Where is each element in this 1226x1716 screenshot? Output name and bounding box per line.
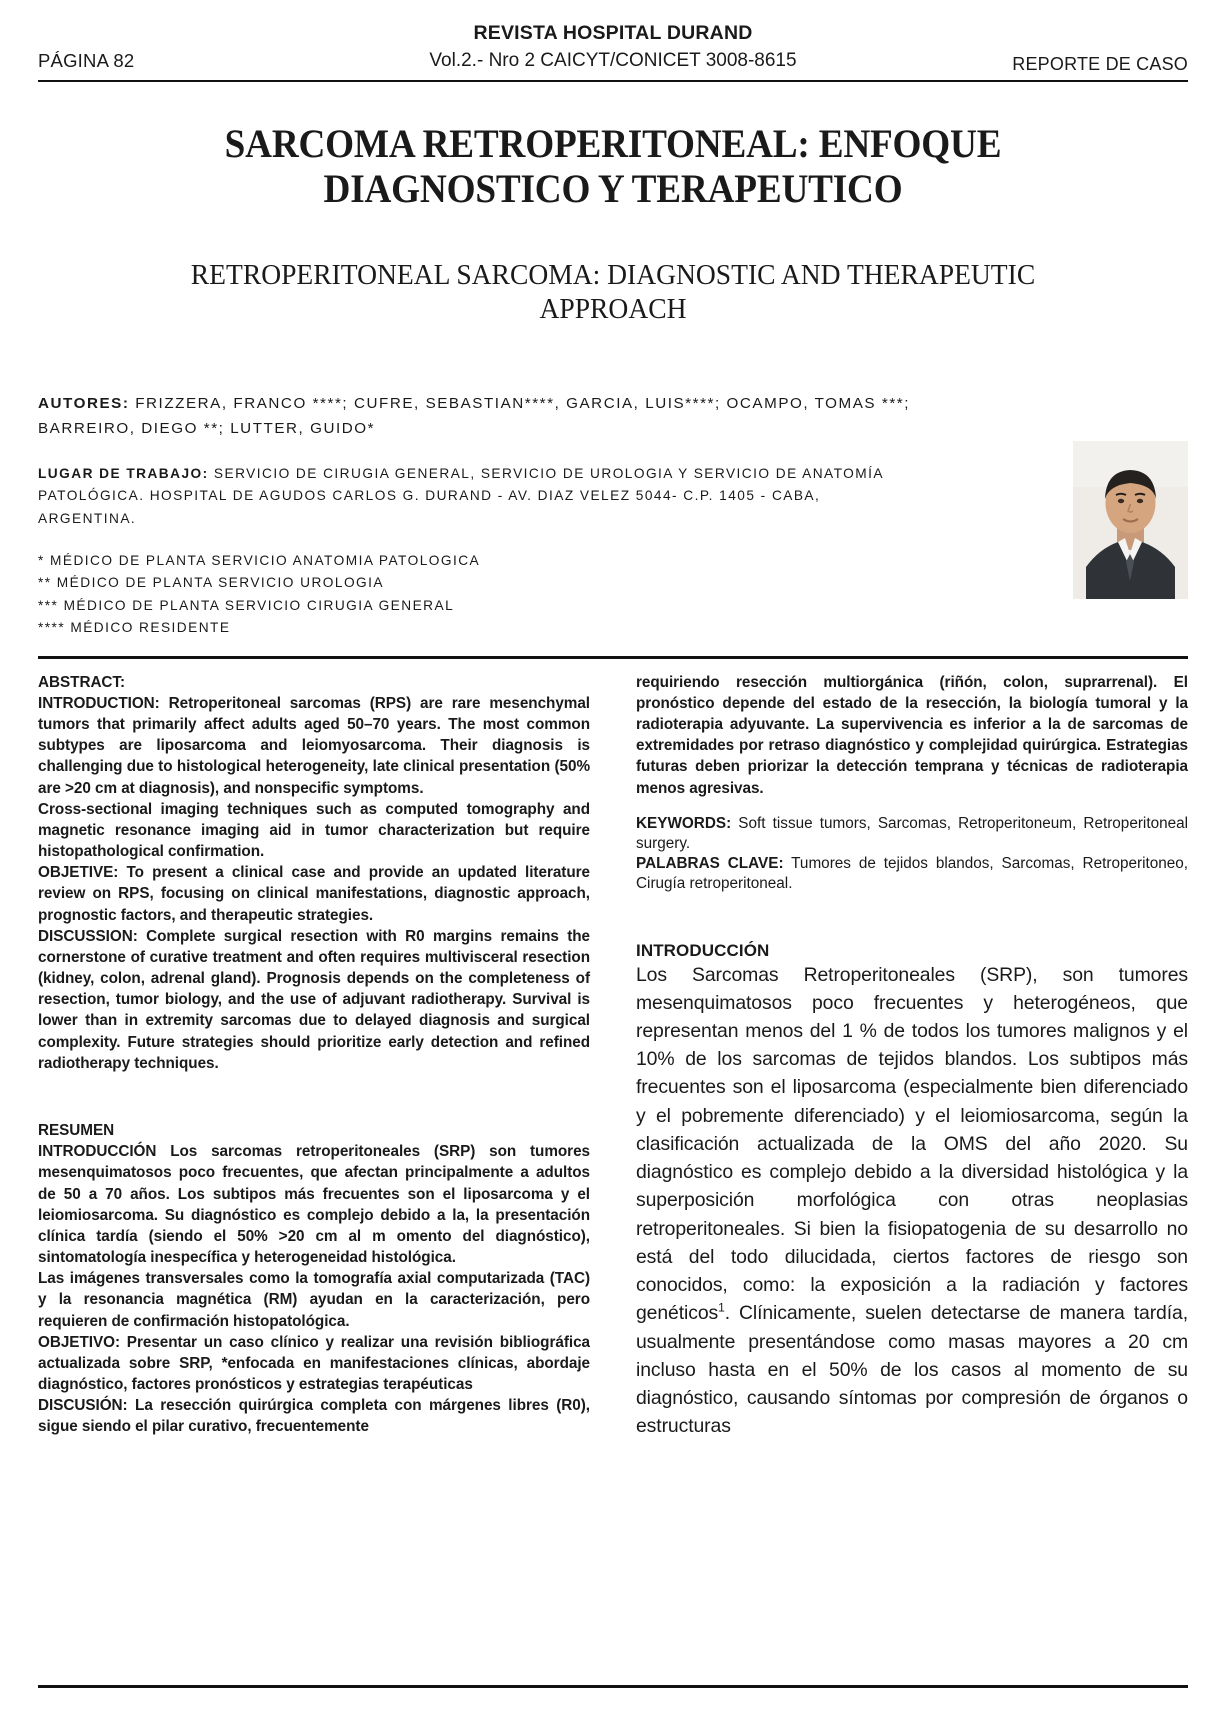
footnote-item: * MÉDICO DE PLANTA SERVICIO ANATOMIA PATOLOGICA bbox=[38, 552, 481, 568]
workplace-label: LUGAR DE TRABAJO: bbox=[38, 466, 209, 482]
introduccion-paragraph bbox=[636, 961, 1188, 1441]
spacer bbox=[38, 1074, 590, 1120]
abstract-objective bbox=[38, 862, 590, 926]
keywords-english-label: KEYWORDS: bbox=[636, 814, 732, 832]
page-number-label: PÁGINA 82 bbox=[38, 50, 135, 71]
journal-title: REVISTA HOSPITAL DURAND bbox=[473, 22, 753, 44]
issue-line: Vol.2.- Nro 2 CAICYT/CONICET 3008-8615 bbox=[429, 49, 797, 71]
footnote-reference: 1 bbox=[718, 1300, 725, 1315]
workplace-text: SERVICIO DE CIRUGIA GENERAL, SERVICIO DE UROLOGIA Y SERVICIO DE ANATOMÍA PATOLÓGICA. HOSPITAL DE AGUDOS CARLOS G. DURAND - AV. DIAZ VELEZ 5044- C.P. 1405 - CABA, ARGENTINA. bbox=[38, 466, 884, 526]
resumen-discussion bbox=[38, 1395, 590, 1437]
footnote-item: ** MÉDICO DE PLANTA SERVICIO UROLOGIA bbox=[38, 575, 384, 591]
resumen-objective-text: Presentar un caso clínico y realizar una revisión bibliográfica actualizada sobre SRP, *enfocada en manifestaciones clínicas, abordaje diagnóstico, factores pronósticos y estrategias terapéuticas bbox=[38, 1333, 590, 1394]
keywords-spanish-text: Tumores de tejidos blandos, Sarcomas, Retroperitoneo, Cirugía retroperitoneal. bbox=[636, 855, 1189, 893]
keywords-spanish bbox=[636, 854, 1188, 894]
header-divider bbox=[38, 80, 1188, 82]
abstract-objective-text: To present a clinical case and provide an updated literature review on RPS, focusing on clinical manifestations, diagnostic approach, prognostic factors, and therapeutic strategies. bbox=[38, 864, 590, 924]
section-label: REPORTE DE CASO bbox=[1012, 54, 1188, 74]
abstract-heading: ABSTRACT: bbox=[38, 673, 126, 691]
resumen-discussion-label: DISCUSIÓN: bbox=[38, 1397, 128, 1415]
page-title: SARCOMA RETROPERITONEAL: ENFOQUE DIAGNOSTICO Y TERAPEUTICO bbox=[224, 121, 1002, 211]
spacer bbox=[636, 895, 1188, 941]
footnote-list bbox=[38, 550, 913, 640]
body-columns bbox=[38, 672, 1188, 1647]
metadata-divider bbox=[38, 656, 1188, 659]
spacer bbox=[636, 799, 1188, 814]
authors-names: FRIZZERA, FRANCO ****; CUFRE, SEBASTIAN****, GARCIA, LUIS****; OCAMPO, TOMAS ***; BARREIRO, DIEGO **; LUTTER, GUIDO* bbox=[38, 395, 911, 437]
abstract-discussion-text: Complete surgical resection with R0 margins remains the cornerstone of curative treatment and often requires multivisceral resection (kidney, colon, adrenal gland). Prognosis depends on the completeness of resection, tumor biology, and the use of adjuvant radiotherapy. Survival is lower than in extremity sarcomas due to delayed diagnosis and surgical complexity. Future strategies should prioritize early detection and refined radiotherapy techniques. bbox=[38, 927, 590, 1072]
author-portrait-image bbox=[1073, 441, 1188, 599]
keywords-spanish-label: PALABRAS CLAVE: bbox=[636, 855, 784, 873]
footer-divider bbox=[38, 1685, 1188, 1688]
resumen-objective bbox=[38, 1332, 590, 1396]
title-block bbox=[38, 122, 1188, 326]
abstract-imaging: Cross-sectional imaging techniques such as computed tomography and magnetic resonance imaging aid in tumor characterization but require histopathological confirmation. bbox=[38, 800, 590, 861]
article-metadata bbox=[38, 392, 1188, 640]
resumen-discussion-continued: requiriendo resección multiorgánica (riñón, colon, suprarrenal). El pronóstico depende del estado de la resección, la biología tumoral y la radioterapia adyuvante. La supervivencia es inferior a la de sarcomas de extremidades por retraso diagnóstico y complejidad quirúrgica. Estrategias futuras deben priorizar la detección temprana y técnicas de radioterapia menos agresivas. bbox=[636, 673, 1188, 797]
abstract-discussion bbox=[38, 926, 590, 1074]
running-head bbox=[38, 0, 1188, 72]
abstract-introduction-text: Retroperitoneal sarcomas (RPS) are rare mesenchymal tumors that primarily affect adults aged 50–70 years. The most common subtypes are liposarcoma and leiomyosarcoma. Their diagnosis is challenging due to histological heterogeneity, late clinical presentation (50% are >20 cm at diagnosis), and nonspecific symptoms. bbox=[38, 694, 590, 797]
resumen-introduction bbox=[38, 1141, 590, 1268]
keywords-english bbox=[636, 814, 1188, 854]
footnote-item: *** MÉDICO DE PLANTA SERVICIO CIRUGIA GENERAL bbox=[38, 597, 455, 613]
authors-label: AUTORES: bbox=[38, 395, 130, 413]
column-right bbox=[636, 672, 1188, 1647]
introduccion-text-part2: . Clínicamente, suelen detectarse de manera tardía, usualmente presentándose como masas mayores a 20 cm incluso hasta en el 50% de los casos al momento de su diagnóstico, causando síntomas por compresión de órganos o estructuras bbox=[636, 1302, 1188, 1438]
resumen-discussion-text: La resección quirúrgica completa con márgenes libres (R0), sigue siendo el pilar curativo, frecuentemente bbox=[38, 1397, 590, 1436]
resumen-introduction-text: Los sarcomas retroperitoneales (SRP) son tumores mesenquimatosos poco frecuentes, que afectan principalmente a adultos de 50 a 70 años. Los subtipos más frecuentes son el liposarcoma y el leiomiosarcoma. Su diagnóstico es complejo debido a la, la presentación clínica tardía (siendo el 50% >20 cm al m omento del diagnóstico), sintomatología inespecífica y heterogeneidad histológica. bbox=[38, 1143, 590, 1267]
page-subtitle-english: RETROPERITONEAL SARCOMA: DIAGNOSTIC AND THERAPEUTIC APPROACH bbox=[190, 258, 1036, 325]
resumen-introduction-label: INTRODUCCIÓN bbox=[38, 1143, 157, 1161]
abstract-objective-label: OBJETIVE: bbox=[38, 864, 119, 882]
resumen-imaging: Las imágenes transversales como la tomografía axial computarizada (TAC) y la resonancia magnética (RM) ayudan en la caracterización, pero requieren de confirmación histopatológica. bbox=[38, 1270, 590, 1330]
column-left bbox=[38, 672, 590, 1647]
affiliation-line bbox=[38, 463, 913, 530]
authors-line bbox=[38, 392, 918, 441]
abstract-introduction bbox=[38, 693, 590, 799]
introduccion-text-part1: Los Sarcomas Retroperitoneales (SRP), son tumores mesenquimatosos poco frecuentes y heterogéneos, que representan menos del 1 % de todos los tumores malignos y el 10% de los sarcomas de tejidos blandos. Los subtipos más frecuentes son el liposarcoma (especialmente bien diferenciado y el pobremente diferenciado) y el leiomiosarcoma, según la clasificación actualizada de la OMS del año 2020. Su diagnóstico es complejo debido a la diversidad histológica y la superposición morfológica con otras neoplasias retroperitoneales. Si bien la fisiopatogenia de su desarrollo no está del todo dilucidada, ciertos factores de riesgo son conocidos, como: la exposición a la radiación y factores genéticos bbox=[636, 963, 1188, 1325]
introduccion-heading: INTRODUCCIÓN bbox=[636, 940, 770, 960]
keywords-english-text: Soft tissue tumors, Sarcomas, Retroperitoneum, Retroperitoneal surgery. bbox=[636, 814, 1188, 852]
resumen-objective-label: OBJETIVO: bbox=[38, 1333, 120, 1351]
abstract-introduction-label: INTRODUCTION: bbox=[38, 694, 160, 712]
footnote-item: **** MÉDICO RESIDENTE bbox=[38, 620, 231, 636]
resumen-heading: RESUMEN bbox=[38, 1121, 115, 1139]
avatar bbox=[1073, 441, 1188, 599]
abstract-discussion-label: DISCUSSION: bbox=[38, 927, 138, 945]
